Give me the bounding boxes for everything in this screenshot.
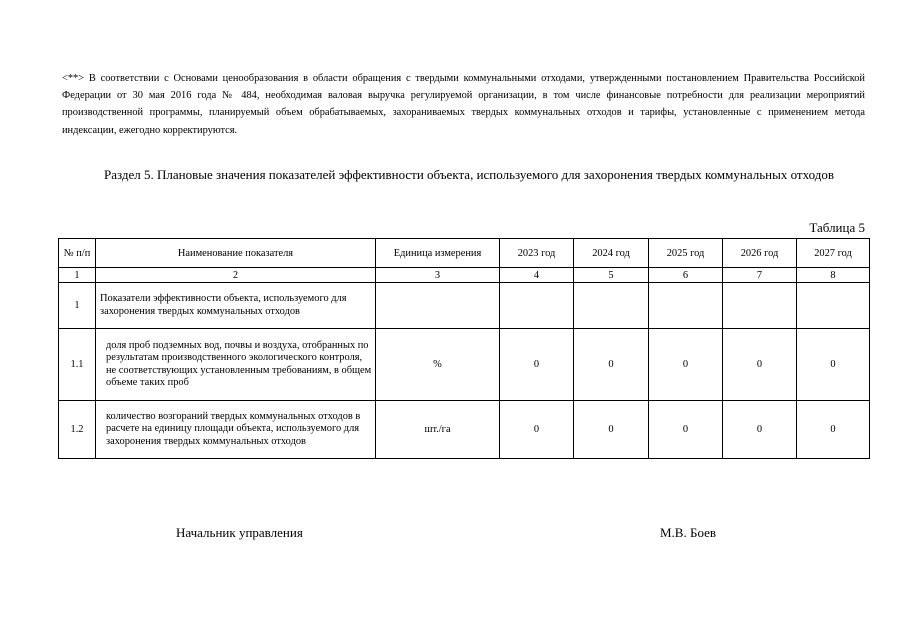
value-cell: 0 — [500, 329, 574, 401]
value-cell — [649, 283, 723, 329]
indicator-name: Показатели эффективности объекта, используемого для захоронения твердых коммунальных отходов — [96, 283, 376, 329]
header-cell-year-2023: 2023 год — [500, 239, 574, 268]
header-cell-unit: Единица измерения — [376, 239, 500, 268]
header-cell-indicator-name: Наименование показателя — [96, 239, 376, 268]
value-cell — [723, 283, 797, 329]
value-cell: 0 — [723, 401, 797, 459]
value-cell: 0 — [500, 401, 574, 459]
row-number: 1 — [59, 283, 96, 329]
value-cell — [797, 283, 870, 329]
value-cell: 0 — [797, 401, 870, 459]
value-cell: 0 — [649, 329, 723, 401]
footnote-text: <**> В соответствии с Основами ценообразования в области обращения с твердыми коммунальными отходами, утвержденными постановлением Правительства Российской Федерации от 30 мая 2016 года № 484, необходимая валовая выручка регулируемой организации, в том числе финансовые потребности для реализации мероприятий производственной программы, планируемый объем обрабатываемых, захораниваемых твердых коммунальных отходов и тарифы, установленные с применением метода индексации, ежегодно корректируются. — [62, 73, 865, 136]
column-number: 2 — [96, 268, 376, 283]
column-number: 8 — [797, 268, 870, 283]
header-cell-number: № п/п — [59, 239, 96, 268]
table-caption: Таблица 5 — [809, 220, 865, 235]
header-cell-year-2027: 2027 год — [797, 239, 870, 268]
value-cell — [500, 283, 574, 329]
value-cell — [574, 283, 649, 329]
header-cell-year-2024: 2024 год — [574, 239, 649, 268]
row-number: 1.1 — [59, 329, 96, 401]
indicator-name: доля проб подземных вод, почвы и воздуха, отобранных по результатам производственного экологического контроля, не соответствующих установленным требованиям, в общем объеме таких проб — [96, 329, 376, 401]
section-title: Раздел 5. Плановые значения показателей эффективности объекта, используемого для захоронения твердых коммунальных отходов — [104, 167, 834, 182]
column-numbers-row — [59, 268, 870, 283]
value-cell: 0 — [797, 329, 870, 401]
value-cell: 0 — [574, 329, 649, 401]
signatory-name: М.В. Боев — [660, 525, 717, 540]
column-number: 4 — [500, 268, 574, 283]
table-header-row — [59, 239, 870, 268]
header-cell-year-2026: 2026 год — [723, 239, 797, 268]
column-number: 5 — [574, 268, 649, 283]
table-row — [59, 401, 870, 459]
unit-cell: шт./га — [376, 401, 500, 459]
column-number: 7 — [723, 268, 797, 283]
column-number: 3 — [376, 268, 500, 283]
table-row — [59, 329, 870, 401]
value-cell: 0 — [723, 329, 797, 401]
unit-cell: % — [376, 329, 500, 401]
header-cell-year-2025: 2025 год — [649, 239, 723, 268]
row-number: 1.2 — [59, 401, 96, 459]
unit-cell — [376, 283, 500, 329]
indicator-name: количество возгораний твердых коммунальных отходов в расчете на единицу площади объекта, используемого для захоронения твердых коммунальных отходов — [96, 401, 376, 459]
value-cell: 0 — [649, 401, 723, 459]
signatory-position: Начальник управления — [176, 525, 303, 540]
table-row — [59, 283, 870, 329]
column-number: 6 — [649, 268, 723, 283]
value-cell: 0 — [574, 401, 649, 459]
column-number: 1 — [59, 268, 96, 283]
efficiency-table — [58, 238, 870, 459]
